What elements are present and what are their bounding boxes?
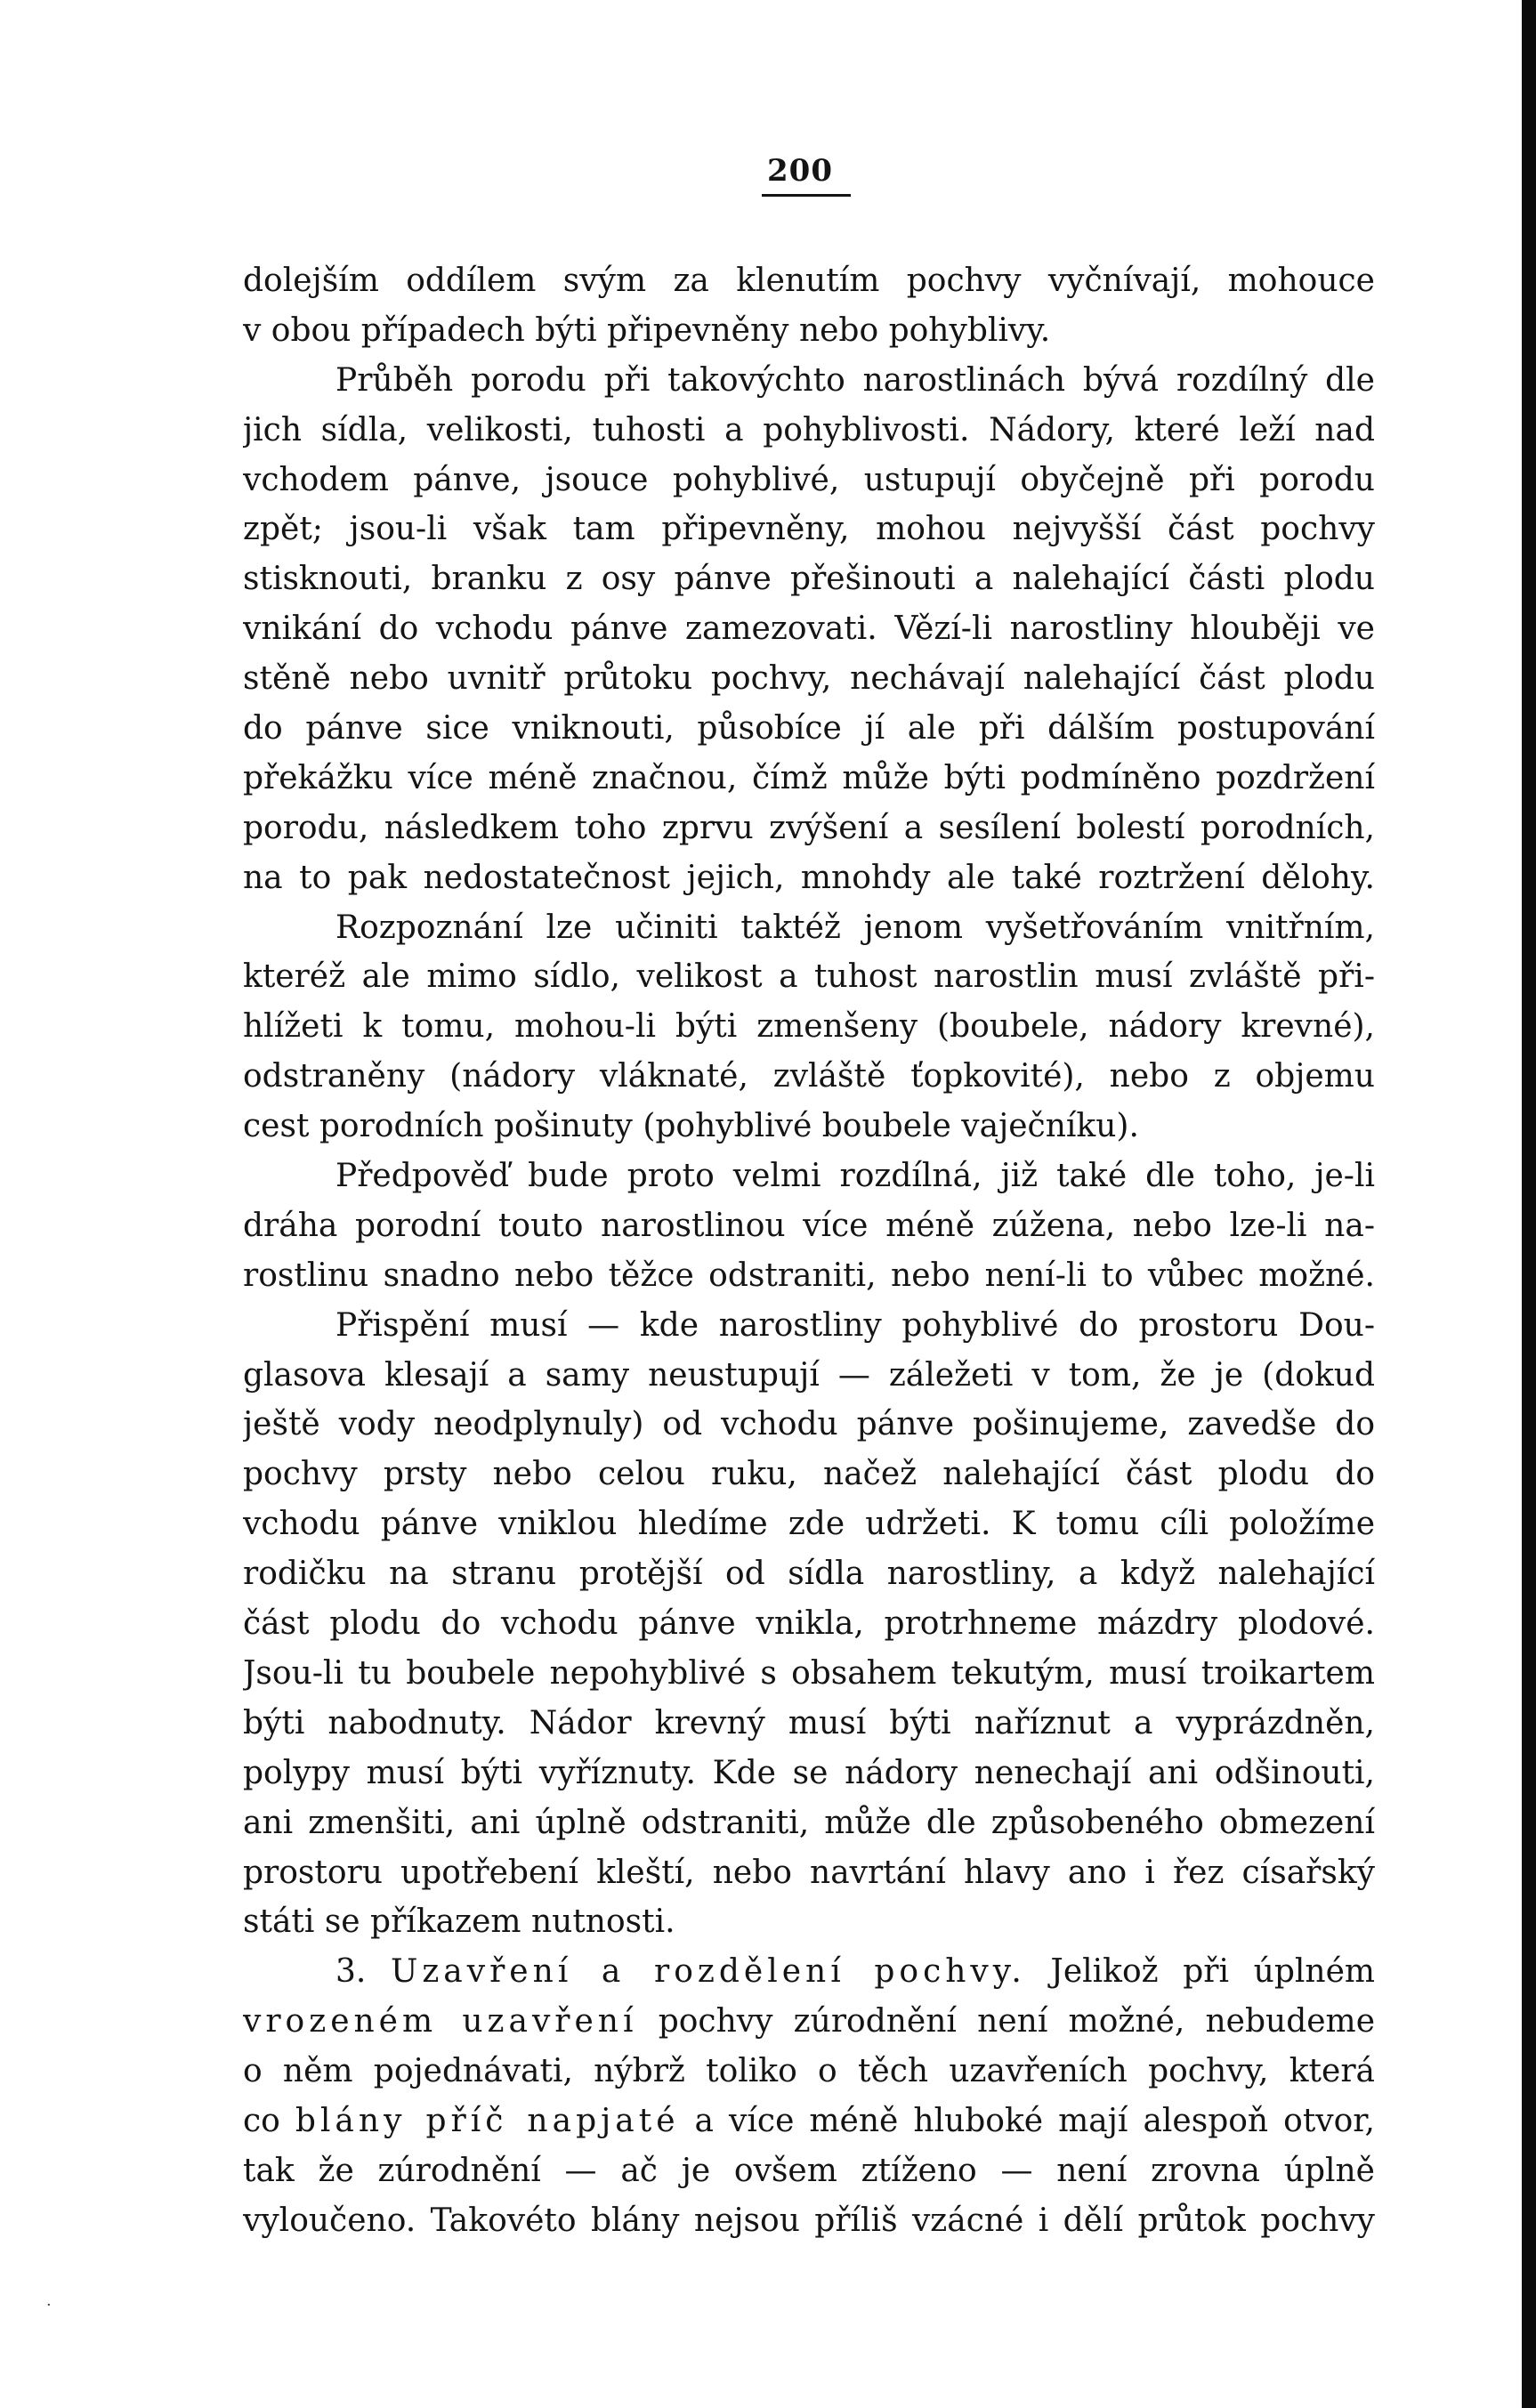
paragraph-start-line: Průběh porodu při takovýchto narostlinách bývá rozdílný dle xyxy=(335,361,1375,399)
text-line: kteréž ale mimo sídlo, velikost a tuhost narostlin musí zvláště při- xyxy=(243,958,1375,996)
text-line: glasova klesají a samy neustupují — záležeti v tom, že je (dokud xyxy=(243,1356,1375,1394)
page-number-rule xyxy=(762,194,851,197)
text-line: rostlinu snadno nebo těžce odstraniti, nebo není-li to vůbec možné. xyxy=(243,1257,1375,1294)
text-line: cest porodních pošinuty (pohyblivé boubele vaječníku). xyxy=(243,1108,1139,1145)
text-line: co blány příč napjaté a více méně hluboké mají alespoň otvor, xyxy=(243,2102,1375,2139)
text-line: býti nabodnuty. Nádor krevný musí býti naříznut a vyprázdněn, xyxy=(243,1704,1375,1741)
text-line: část plodu do vchodu pánve vnikla, protrhneme mázdry plodové. xyxy=(243,1605,1375,1643)
scan-edge-bar xyxy=(1522,0,1536,2408)
text-line: vchodem pánve, jsouce pohyblivé, ustupují obyčejně při porodu xyxy=(243,461,1375,498)
text-line: rodičku na stranu protější od sídla narostliny, a když nalehající xyxy=(243,1556,1375,1593)
text-line: stěně nebo uvnitř průtoku pochvy, nechávají nalehající část plodu xyxy=(243,660,1375,698)
text-line: odstraněny (nádory vláknaté, zvláště ťopkovité), nebo z objemu xyxy=(243,1058,1375,1095)
text-line: vchodu pánve vniklou hledíme zde udržeti. K tomu cíli položíme xyxy=(243,1506,1375,1543)
text-line: ještě vody neodplynuly) od vchodu pánve pošinujeme, zavedše do xyxy=(243,1406,1375,1443)
text-line: státi se příkazem nutnosti. xyxy=(243,1903,675,1941)
text-line: Jsou-li tu boubele nepohyblivé s obsahem tekutým, musí troikartem xyxy=(243,1654,1375,1692)
text-line: v obou případech býti připevněny nebo pohyblivy. xyxy=(243,311,1051,349)
text-line: polypy musí býti vyříznuty. Kde se nádory nenechají ani odšinouti, xyxy=(243,1754,1375,1791)
section-heading-line: 3. Uzavření a rozdělení pochvy. Jelikož při úplném xyxy=(335,1953,1375,1991)
page-number: 200 xyxy=(767,153,833,189)
text-line: vrozeném uzavření pochvy zúrodnění není možné, nebudeme xyxy=(243,2003,1375,2040)
text-line: dráha porodní touto narostlinou více méně zúžena, nebo lze-li na- xyxy=(243,1207,1375,1244)
text-line: prostoru upotřebení kleští, nebo navrtání hlavy ano i řez císařský xyxy=(243,1854,1375,1891)
text-line: ani zmenšiti, ani úplně odstraniti, může dle způsobeného obmezení xyxy=(243,1804,1375,1841)
text-line: pochvy prsty nebo celou ruku, načež nalehající část plodu do xyxy=(243,1456,1375,1493)
paragraph-start-line: Přispění musí — kde narostliny pohyblivé do prostoru Dou- xyxy=(335,1306,1375,1344)
body-text xyxy=(243,256,1375,2246)
text-line: stisknouti, branku z osy pánve přešinouti a nalehající části plodu xyxy=(243,561,1375,598)
text-line: vnikání do vchodu pánve zamezovati. Vězí-li narostliny hlouběji ve xyxy=(243,610,1375,648)
text-line: hlížeti k tomu, mohou-li býti zmenšeny (boubele, nádory krevné), xyxy=(243,1008,1375,1046)
text-line: jich sídla, velikosti, tuhosti a pohyblivosti. Nádory, které leží nad xyxy=(243,411,1375,448)
text-line: do pánve sice vniknouti, působíce jí ale při dálším postupování xyxy=(243,710,1375,747)
text-line: vyloučeno. Takovéto blány nejsou příliš vzácné i dělí průtok pochvy xyxy=(243,2202,1375,2239)
text-line: porodu, následkem toho zprvu zvýšení a sesílení bolestí porodních, xyxy=(243,809,1375,846)
text-line: zpět; jsou-li však tam připevněny, mohou nejvyšší část pochvy xyxy=(243,511,1375,548)
spaced-emphasis: Uzavření a rozdělení pochvy. xyxy=(390,1953,1026,1991)
scan-speck: · xyxy=(46,2296,52,2315)
paragraph-start-line: Předpověď bude proto velmi rozdílná, již také dle toho, je-li xyxy=(335,1158,1375,1195)
text-line: na to pak nedostatečnost jejich, mnohdy ale také roztržení dělohy. xyxy=(243,859,1375,896)
text-line: o něm pojednávati, nýbrž toliko o těch uzavřeních pochvy, která xyxy=(243,2053,1375,2090)
text-line: tak že zúrodnění — ač je ovšem ztíženo — není zrovna úplně xyxy=(243,2152,1375,2189)
text-line: dolejším oddílem svým za klenutím pochvy vyčnívají, mohouce xyxy=(243,263,1375,299)
spaced-emphasis: blány příč napjaté xyxy=(295,2102,680,2139)
paragraph-start-line: Rozpoznání lze učiniti taktéž jenom vyšetřováním vnitřním, xyxy=(335,909,1375,946)
spaced-emphasis: vrozeném uzavření xyxy=(243,2003,638,2040)
text-line: překážku více méně značnou, čímž může býti podmíněno pozdržení xyxy=(243,759,1375,796)
